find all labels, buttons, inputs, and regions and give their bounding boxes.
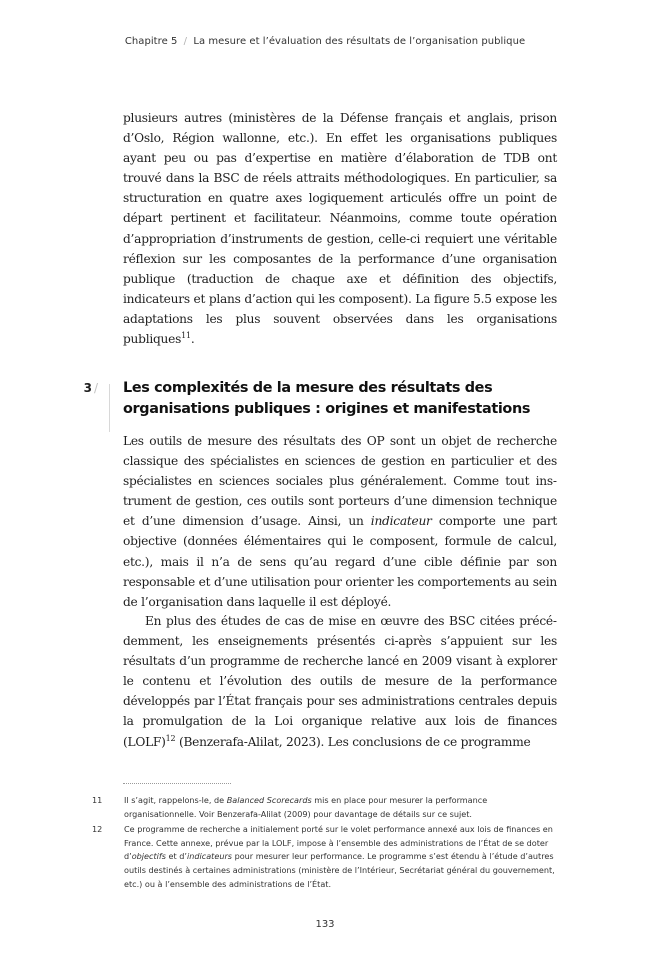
section-slash: / [93, 381, 98, 395]
footnote-11 [92, 794, 562, 821]
footnote-12 [92, 823, 562, 892]
footnote-text-a: Ce programme de recherche a initialement porté sur le volet performance annexé aux lois de finances en France. Cette annexe, prévue par la LOLF, impose à l’ensemble des administrations de l’État de se doter d’ [124, 824, 553, 862]
footnote-text [124, 794, 562, 821]
footnote-number: 12 [92, 824, 103, 834]
paragraph-1-text-b: comporte une part objective (données élémentaires qui le composent, formule de calcul, etc.), mais il n’a de sens qu’au regard d’une cible définie par son responsable et d’une utilisation pour orienter les comportements au sein de l’organisation dans laquelle il est déployé. [123, 514, 557, 609]
footnote-text-b: et d’ [165, 851, 187, 862]
term-indicateur: indicateur [370, 514, 432, 529]
section-number [68, 381, 98, 395]
footnote-text-b: mis en place pour mesurer la performance organisationnelle. Voir Benzerafa-Alilat (2009) pour davantage de détails sur ce sujet. [124, 795, 488, 819]
footnote-text-a: Il s’agit, rappelons-le, de [124, 795, 227, 805]
header-separator: / [183, 36, 188, 47]
paragraph-1-text-a: Les outils de mesure des résultats des OP sont un objet de recherche classique des spécialistes en sciences de gestion en particulier et des spécialistes en sciences sociales plus généralement. Comme tout instrument de gestion, ces outils sont porteurs d’une dimension technique et d’une dimension d’usage. Ainsi, un [123, 434, 557, 529]
intro-paragraph-end: . [190, 332, 195, 347]
paragraph-2-text-a: En plus des études de cas de mise en œuvre des BSC citées précédemment, les enseignements présentés ci-après s’appuient sur les résultats d’un programme de recherche lancé en 2009 visant à explorer le contenu et l’évolution des outils de mesure de la performance développés par l’État français pour ses administrations centrales depuis la promulgation de la Loi organique relative aux lois de finances (LOLF) [123, 614, 557, 749]
page-number: 133 [315, 919, 335, 930]
intro-paragraph [123, 108, 557, 349]
footnote-italic-b: indicateurs [187, 851, 233, 862]
section-divider [109, 384, 110, 432]
running-header [0, 36, 650, 47]
footnote-ref-12[interactable]: 12 [165, 733, 176, 743]
footnote-text-c: pour mesurer leur performance. Le programme s’est étendu à l’étude d’autres outils destinés à certaines administrations (ministère de l’Intérieur, Secrétariat général du gouvernement, etc.) ou à l’ensemble des administrations de l’État. [124, 851, 555, 889]
section-title: Les complexités de la mesure des résultats des organisations publiques : origines et manifestations [123, 380, 531, 417]
chapter-label: Chapitre 5 [124, 36, 178, 47]
footnote-separator [123, 783, 231, 784]
footnote-italic-a: objectifs [131, 851, 166, 862]
chapter-title: La mesure et l’évaluation des résultats de l’organisation publique [193, 36, 526, 47]
footnote-italic-a: Balanced Scorecards [226, 795, 312, 805]
body-paragraph-2 [123, 611, 557, 752]
body-paragraph-1 [123, 431, 557, 612]
paragraph-2-text-b: (Benzerafa-Alilat, 2023). Les conclusions de ce programme [175, 734, 531, 749]
section-number-value: 3 [83, 381, 92, 395]
footnote-text [124, 823, 562, 892]
intro-paragraph-text: plusieurs autres (ministères de la Défense français et anglais, prison d’Oslo, Région wallonne, etc.). En effet les organisations publiques ayant peu ou pas d’expertise en matière d’élaboration de TDB ont trouvé dans la BSC de réels attraits méthodologiques. En particulier, sa structuration en quatre axes logiquement articulés offre un point de départ pertinent et facilitateur. Néanmoins, comme toute opération d’appropriation d’instruments de gestion, celle-ci requiert une véritable réflexion sur les composantes de la performance d’une organisation publique (traduction de chaque axe et définition des objectifs, indicateurs et plans d’action qui les composent). La figure 5.5 expose les adaptations les plus souvent observées dans les organisations publiques [123, 111, 557, 347]
footnote-number: 11 [92, 795, 103, 805]
footnote-ref-11[interactable]: 11 [181, 330, 191, 340]
